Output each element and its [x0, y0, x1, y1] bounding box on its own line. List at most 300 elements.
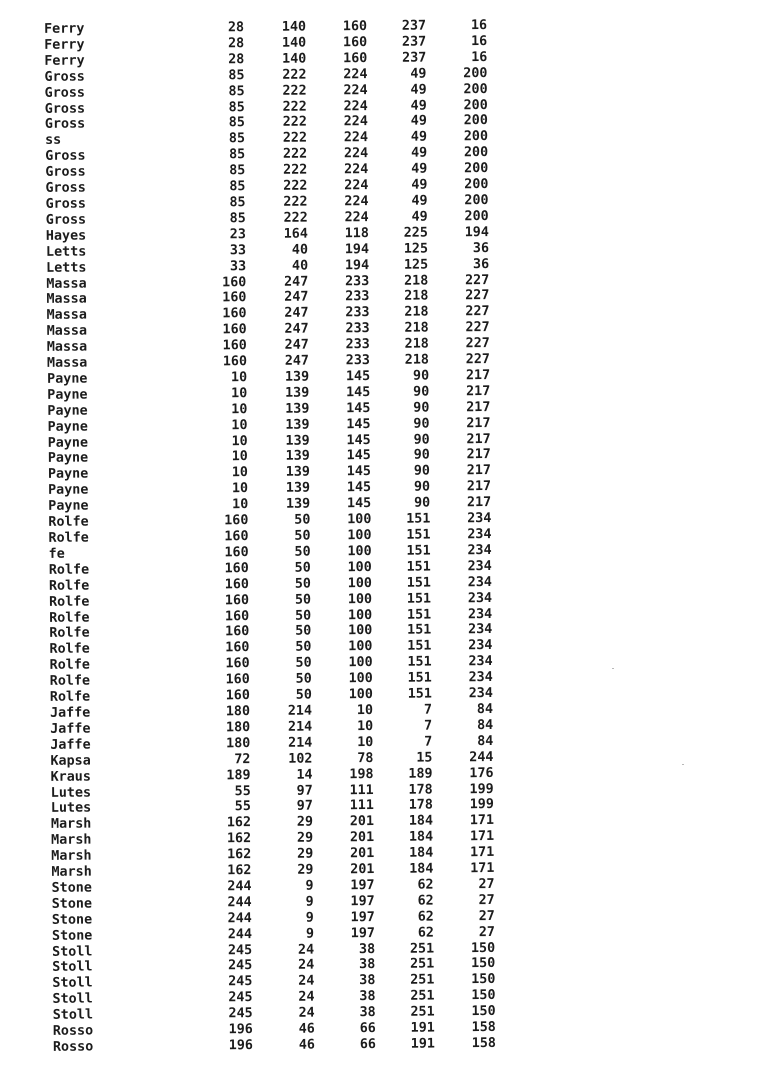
name-cell: Gross: [45, 196, 86, 212]
name-cell: fe: [48, 546, 65, 562]
value-cell-5: 36: [472, 256, 490, 272]
name-cell: Letts: [45, 244, 87, 260]
value-cell-4: 218: [404, 336, 429, 352]
value-cell-1: 160: [225, 656, 250, 672]
value-cell-1: 10: [232, 497, 249, 513]
value-cell-5: 171: [469, 829, 495, 845]
value-cell-1: 85: [228, 67, 245, 83]
value-cell-4: 251: [410, 988, 435, 1004]
value-cell-3: 160: [342, 34, 368, 51]
value-cell-2: 29: [297, 846, 314, 862]
value-cell-2: 140: [281, 35, 307, 51]
value-cell-3: 233: [345, 305, 370, 321]
value-cell-4: 49: [410, 145, 428, 161]
value-cell-1: 160: [224, 576, 249, 593]
value-cell-3: 145: [346, 480, 372, 496]
value-cell-3: 145: [346, 432, 371, 448]
value-cell-3: 100: [348, 687, 373, 703]
value-cell-2: 24: [298, 958, 315, 974]
value-cell-5: 150: [471, 972, 496, 988]
value-cell-2: 139: [285, 401, 310, 417]
value-cell-3: 198: [349, 766, 374, 782]
value-cell-2: 50: [295, 624, 312, 640]
value-cell-3: 233: [345, 273, 370, 289]
name-cell: Gross: [44, 116, 86, 133]
value-cell-2: 9: [305, 878, 314, 894]
value-cell-1: 23: [229, 226, 246, 243]
value-cell-3: 38: [359, 1005, 376, 1021]
value-cell-5: 200: [464, 161, 489, 177]
name-cell: Gross: [44, 85, 85, 101]
value-cell-4: 49: [411, 161, 428, 177]
value-cell-5: 150: [470, 956, 496, 972]
value-cell-5: 84: [477, 733, 494, 749]
value-cell-3: 224: [343, 98, 368, 114]
value-cell-5: 16: [471, 49, 488, 65]
value-cell-3: 224: [343, 130, 369, 146]
value-cell-2: 50: [294, 560, 311, 576]
value-cell-4: 62: [417, 877, 434, 893]
value-cell-2: 139: [285, 464, 311, 481]
name-cell: Payne: [47, 403, 88, 419]
name-cell: Gross: [44, 69, 85, 85]
value-cell-1: 160: [224, 545, 249, 561]
value-cell-5: 27: [478, 892, 495, 908]
value-cell-1: 85: [229, 179, 246, 195]
value-cell-5: 200: [464, 177, 489, 193]
name-cell: Stone: [51, 912, 93, 928]
value-cell-4: 151: [407, 670, 432, 686]
value-cell-3: 224: [343, 66, 368, 82]
value-cell-3: 224: [343, 114, 368, 130]
name-cell: Rolfe: [48, 594, 90, 610]
value-cell-3: 197: [350, 877, 375, 894]
value-cell-4: 151: [406, 543, 431, 559]
name-cell: Gross: [45, 180, 86, 196]
value-cell-3: 111: [349, 798, 374, 814]
value-cell-2: 222: [283, 162, 308, 178]
value-cell-5: 234: [468, 686, 493, 702]
value-cell-3: 100: [348, 671, 373, 687]
value-cell-4: 90: [412, 368, 430, 384]
value-cell-5: 171: [469, 813, 495, 829]
value-cell-4: 151: [406, 527, 431, 543]
value-cell-2: 46: [298, 1021, 315, 1037]
value-cell-4: 90: [413, 463, 431, 480]
name-cell: Rolfe: [49, 641, 90, 658]
value-cell-4: 62: [417, 909, 434, 925]
value-cell-3: 233: [345, 337, 370, 353]
value-cell-4: 49: [410, 82, 427, 98]
value-cell-4: 90: [413, 400, 430, 416]
value-cell-1: 10: [230, 370, 248, 386]
value-cell-3: 118: [344, 225, 369, 242]
value-cell-4: 218: [404, 288, 429, 305]
name-cell: Ferry: [44, 37, 85, 53]
scan-speck: [612, 668, 614, 669]
value-cell-5: 217: [466, 399, 491, 415]
value-cell-1: 28: [228, 36, 245, 52]
value-cell-3: 38: [358, 941, 376, 957]
value-cell-5: 217: [466, 447, 491, 463]
value-cell-5: 27: [478, 908, 495, 924]
value-cell-4: 191: [410, 1036, 435, 1052]
value-cell-5: 194: [464, 224, 489, 240]
value-cell-1: 72: [234, 751, 251, 767]
name-cell: Stone: [51, 880, 92, 896]
value-cell-5: 27: [478, 924, 496, 940]
value-cell-2: 29: [296, 830, 314, 846]
value-cell-2: 139: [284, 369, 310, 385]
name-cell: Stoll: [52, 959, 93, 976]
value-cell-3: 145: [346, 448, 371, 464]
value-cell-3: 201: [350, 862, 375, 878]
value-cell-5: 234: [467, 511, 492, 527]
name-cell: Massa: [46, 339, 88, 355]
value-cell-5: 234: [468, 670, 493, 686]
value-cell-5: 200: [463, 129, 489, 145]
value-cell-5: 84: [476, 717, 494, 734]
value-cell-4: 49: [410, 129, 428, 146]
value-cell-5: 217: [466, 463, 492, 479]
name-cell: Gross: [45, 148, 86, 165]
value-cell-5: 158: [471, 1020, 496, 1036]
value-cell-4: 151: [406, 559, 431, 575]
value-cell-2: 50: [295, 608, 312, 624]
value-cell-1: 33: [229, 258, 247, 274]
value-cell-4: 151: [406, 591, 432, 607]
name-cell: Payne: [47, 387, 88, 403]
value-cell-2: 50: [294, 544, 311, 560]
value-cell-4: 90: [413, 416, 430, 432]
value-cell-5: 171: [470, 861, 495, 877]
name-cell: Massa: [46, 323, 88, 340]
value-cell-5: 150: [470, 940, 496, 956]
name-cell: Rolfe: [49, 657, 90, 674]
value-cell-3: 10: [357, 734, 374, 750]
value-cell-1: 85: [228, 83, 245, 99]
value-cell-2: 247: [284, 337, 309, 353]
name-cell: Jaffe: [50, 737, 91, 753]
value-cell-3: 201: [349, 814, 375, 830]
value-cell-1: 189: [226, 767, 251, 783]
value-cell-1: 244: [227, 894, 252, 911]
value-cell-1: 28: [228, 51, 245, 68]
value-cell-4: 151: [406, 575, 431, 591]
value-cell-4: 49: [411, 193, 428, 209]
value-cell-2: 29: [296, 814, 314, 831]
value-cell-5: 244: [469, 749, 494, 765]
value-cell-2: 139: [285, 417, 310, 433]
value-cell-1: 33: [229, 242, 247, 258]
value-cell-3: 145: [346, 400, 371, 417]
value-cell-4: 125: [403, 257, 429, 273]
value-cell-4: 125: [403, 241, 429, 257]
value-cell-2: 40: [291, 242, 309, 258]
value-cell-2: 139: [285, 480, 311, 497]
value-cell-3: 224: [344, 209, 369, 226]
value-cell-2: 222: [283, 178, 308, 194]
name-cell: Jaffe: [50, 721, 91, 737]
value-cell-4: 151: [406, 607, 432, 623]
value-cell-5: 200: [464, 192, 489, 209]
value-cell-4: 90: [413, 432, 430, 448]
value-cell-1: 85: [229, 163, 246, 179]
value-cell-4: 218: [404, 352, 430, 368]
value-cell-4: 62: [417, 925, 435, 941]
value-cell-4: 218: [404, 304, 429, 321]
value-cell-2: 222: [282, 67, 307, 83]
value-cell-3: 224: [344, 178, 369, 194]
value-cell-5: 234: [468, 622, 493, 638]
value-cell-2: 222: [282, 115, 307, 131]
value-cell-5: 199: [469, 797, 494, 813]
value-cell-4: 62: [417, 893, 434, 909]
value-cell-5: 200: [463, 81, 488, 97]
value-cell-1: 160: [224, 513, 249, 529]
value-cell-5: 227: [465, 336, 490, 352]
value-cell-4: 178: [408, 797, 433, 814]
value-cell-1: 180: [225, 704, 251, 720]
value-cell-1: 10: [231, 417, 248, 433]
value-cell-2: 247: [284, 353, 310, 369]
name-cell: Letts: [46, 260, 87, 276]
value-cell-5: 16: [470, 33, 488, 50]
value-cell-5: 199: [469, 781, 494, 797]
value-cell-5: 176: [469, 765, 494, 781]
value-cell-2: 24: [298, 989, 315, 1005]
value-cell-2: 247: [284, 274, 309, 290]
value-cell-5: 217: [465, 367, 491, 384]
value-cell-1: 244: [227, 926, 253, 942]
value-cell-2: 14: [296, 767, 313, 783]
value-cell-5: 16: [470, 18, 488, 34]
value-cell-5: 234: [467, 558, 492, 575]
value-cell-5: 234: [467, 542, 492, 559]
value-cell-1: 10: [231, 385, 248, 402]
name-cell: Lutes: [50, 784, 92, 801]
value-cell-4: 189: [408, 766, 433, 782]
value-cell-1: 85: [229, 195, 246, 211]
value-cell-2: 24: [297, 942, 315, 958]
value-cell-1: 162: [226, 831, 252, 847]
value-cell-3: 224: [344, 162, 369, 178]
value-cell-4: 49: [411, 209, 428, 225]
value-cell-1: 180: [225, 719, 251, 736]
name-cell: Rolfe: [48, 514, 89, 530]
value-cell-4: 49: [410, 113, 427, 130]
value-cell-3: 38: [359, 989, 376, 1005]
name-cell: Payne: [47, 419, 88, 435]
name-cell: Marsh: [51, 848, 92, 864]
name-cell: Payne: [47, 371, 88, 387]
value-cell-3: 100: [347, 543, 372, 560]
value-cell-4: 237: [401, 34, 427, 50]
value-cell-1: 244: [227, 879, 252, 895]
value-cell-1: 85: [228, 99, 245, 115]
value-cell-3: 197: [350, 893, 375, 910]
value-cell-1: 160: [222, 274, 247, 290]
value-cell-2: 50: [294, 576, 311, 592]
value-cell-1: 245: [227, 958, 253, 974]
value-cell-4: 178: [408, 782, 433, 798]
value-cell-5: 150: [471, 1004, 496, 1020]
name-cell: Payne: [47, 435, 89, 451]
value-cell-4: 218: [404, 320, 429, 336]
value-cell-5: 227: [465, 320, 490, 336]
value-cell-3: 233: [345, 353, 371, 369]
value-cell-3: 160: [342, 19, 368, 35]
value-cell-5: 234: [467, 526, 492, 543]
value-cell-4: 151: [407, 686, 432, 702]
value-cell-2: 139: [285, 433, 310, 449]
name-cell: Massa: [46, 355, 88, 371]
value-cell-4: 151: [407, 638, 432, 655]
name-cell: Payne: [48, 498, 89, 515]
value-cell-1: 244: [227, 910, 252, 927]
value-cell-5: 200: [464, 208, 489, 225]
value-cell-2: 50: [294, 592, 312, 608]
value-cell-4: 90: [414, 495, 431, 511]
value-cell-3: 145: [346, 496, 372, 512]
name-cell: Ferry: [43, 21, 85, 37]
value-cell-1: 245: [228, 990, 253, 1006]
value-cell-3: 78: [357, 750, 374, 766]
value-cell-2: 50: [295, 687, 312, 703]
value-cell-3: 10: [356, 718, 374, 735]
value-cell-1: 245: [227, 942, 253, 958]
value-cell-5: 200: [463, 113, 488, 129]
name-cell: Massa: [46, 307, 87, 324]
value-cell-3: 100: [347, 512, 372, 528]
name-cell: ss: [44, 133, 62, 149]
value-cell-3: 66: [359, 1021, 376, 1037]
value-cell-3: 100: [347, 559, 372, 576]
value-cell-5: 36: [472, 240, 490, 256]
value-cell-4: 184: [409, 861, 434, 877]
name-cell: Gross: [45, 212, 87, 228]
name-cell: Rosso: [52, 1039, 94, 1055]
value-cell-3: 194: [344, 257, 370, 273]
name-cell: Rolfe: [49, 610, 90, 626]
value-cell-4: 151: [407, 654, 432, 670]
value-cell-4: 7: [424, 734, 433, 750]
value-cell-5: 234: [467, 590, 493, 606]
value-cell-4: 184: [408, 829, 434, 845]
value-cell-2: 9: [305, 910, 314, 926]
name-cell: Rolfe: [48, 562, 90, 578]
scan-speck: [682, 764, 684, 765]
value-cell-1: 160: [225, 640, 250, 656]
value-cell-5: 234: [468, 638, 493, 654]
value-cell-1: 85: [228, 147, 246, 163]
value-cell-1: 85: [228, 115, 245, 131]
value-cell-2: 29: [297, 862, 314, 878]
value-cell-4: 151: [407, 622, 432, 639]
value-cell-3: 197: [350, 925, 376, 941]
data-table: [30, 18, 496, 1056]
name-cell: Hayes: [45, 228, 87, 244]
value-cell-1: 85: [229, 211, 246, 227]
value-cell-1: 10: [231, 481, 249, 497]
value-cell-3: 100: [347, 591, 373, 607]
name-cell: Massa: [46, 276, 87, 292]
value-cell-3: 224: [343, 146, 369, 162]
value-cell-4: 184: [408, 813, 434, 830]
name-cell: Payne: [47, 466, 89, 483]
value-cell-3: 100: [348, 655, 373, 671]
value-cell-1: 160: [222, 354, 248, 370]
value-cell-1: 10: [231, 433, 248, 449]
name-cell: Gross: [44, 101, 86, 117]
value-cell-4: 7: [423, 702, 433, 718]
value-cell-2: 222: [282, 99, 307, 115]
value-cell-2: 222: [282, 146, 308, 163]
value-cell-5: 227: [465, 272, 490, 288]
value-cell-2: 102: [288, 751, 313, 767]
value-cell-3: 145: [346, 416, 371, 432]
value-cell-2: 97: [296, 798, 313, 815]
value-cell-3: 38: [359, 973, 376, 989]
value-cell-4: 7: [424, 718, 433, 734]
value-cell-2: 139: [284, 385, 310, 401]
value-cell-1: 160: [225, 672, 250, 688]
value-cell-1: 160: [225, 688, 250, 704]
name-cell: Payne: [48, 482, 89, 499]
value-cell-3: 160: [343, 50, 368, 67]
value-cell-1: 160: [225, 624, 250, 640]
name-cell: Rosso: [52, 1023, 94, 1039]
value-cell-5: 227: [465, 288, 490, 304]
value-cell-3: 100: [347, 528, 372, 544]
value-cell-1: 28: [227, 20, 245, 36]
name-cell: Payne: [47, 450, 89, 467]
value-cell-3: 224: [344, 194, 369, 210]
value-cell-5: 158: [471, 1035, 496, 1052]
value-cell-4: 15: [416, 750, 433, 766]
value-cell-1: 160: [222, 338, 247, 354]
name-cell: Stoll: [52, 991, 93, 1008]
name-cell: Rolfe: [48, 578, 90, 594]
value-cell-5: 200: [463, 145, 489, 161]
value-cell-4: 237: [402, 50, 427, 66]
value-cell-2: 50: [295, 655, 312, 671]
value-cell-3: 66: [359, 1037, 377, 1053]
value-cell-3: 100: [347, 575, 372, 591]
value-cell-4: 218: [404, 273, 429, 289]
name-cell: Stoll: [52, 975, 93, 992]
value-cell-2: 24: [298, 973, 315, 990]
value-cell-5: 217: [466, 495, 492, 511]
value-cell-4: 90: [413, 479, 431, 495]
value-cell-5: 217: [465, 383, 491, 400]
value-cell-2: 247: [284, 289, 309, 306]
value-cell-5: 200: [463, 97, 488, 113]
value-cell-3: 100: [347, 607, 373, 623]
value-cell-2: 50: [295, 639, 312, 656]
value-cell-1: 55: [234, 799, 251, 815]
value-cell-2: 222: [282, 130, 308, 147]
value-cell-2: 214: [288, 735, 313, 751]
name-cell: Lutes: [50, 800, 92, 817]
name-cell: Kapsa: [50, 753, 91, 769]
name-cell: Stoll: [52, 1007, 94, 1024]
name-cell: Ferry: [44, 53, 85, 69]
value-cell-1: 55: [234, 783, 251, 799]
value-cell-4: 184: [409, 845, 434, 861]
value-cell-5: 234: [468, 654, 493, 670]
value-cell-2: 46: [298, 1037, 316, 1053]
